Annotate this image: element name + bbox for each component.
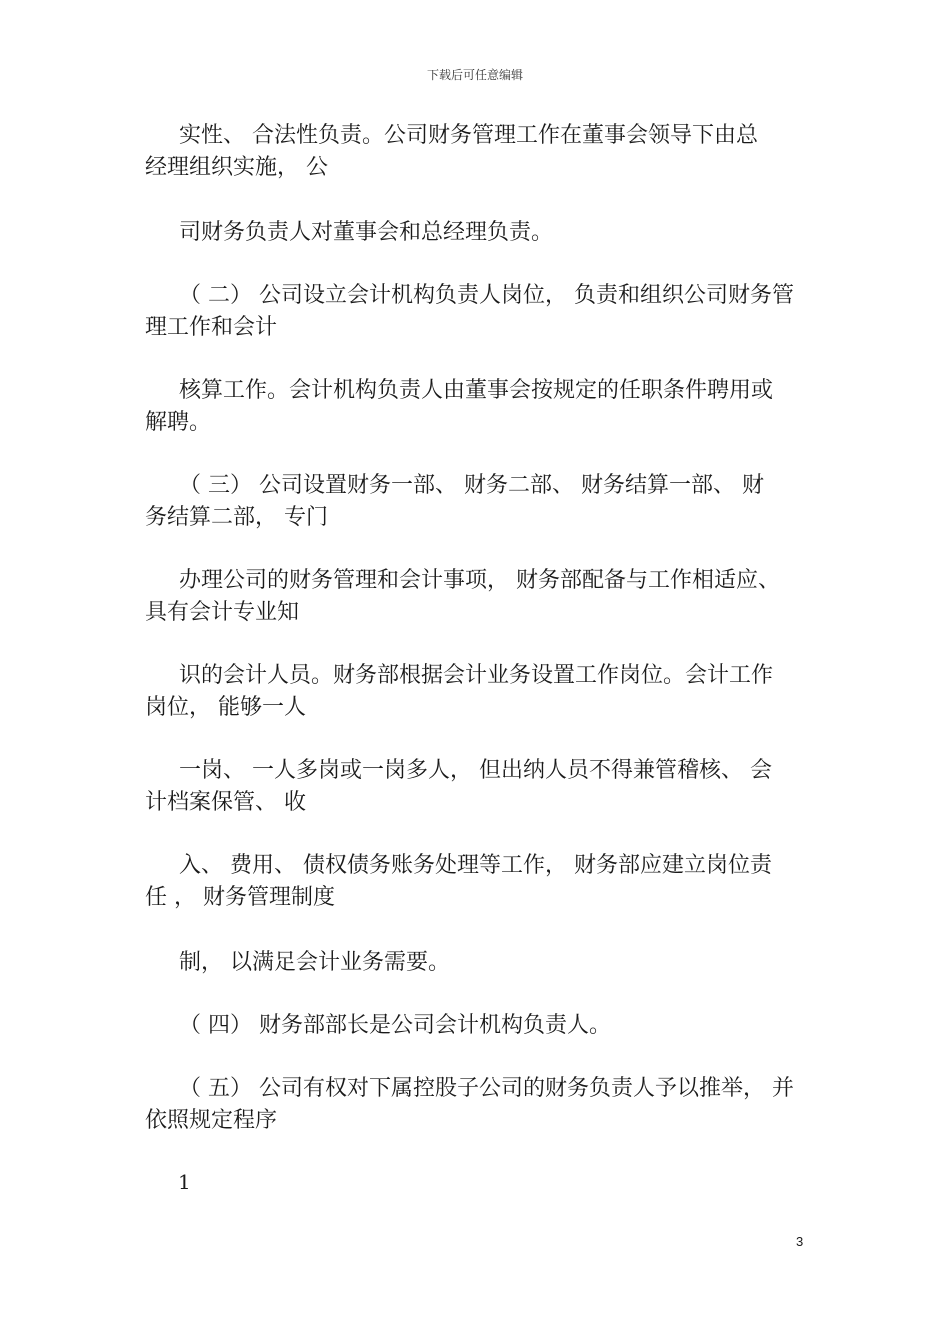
- paragraph-line: 理工作和会计: [145, 315, 278, 340]
- paragraph-line: 岗位， 能够一人: [145, 695, 306, 720]
- paragraph: [145, 1010, 805, 1042]
- paragraph-line: 解聘。: [145, 410, 212, 435]
- paragraph: [145, 947, 805, 979]
- inline-page-marker: 1: [178, 1170, 191, 1194]
- paragraph: [145, 375, 805, 439]
- paragraph-line: 办理公司的财务管理和会计事项， 财务部配备与工作相适应、: [179, 568, 780, 593]
- paragraph-line: 制， 以满足会计业务需要。: [179, 950, 450, 975]
- page-header: 下载后可任意编辑: [426, 68, 523, 82]
- paragraph-line: 一岗、 一人多岗或一岗多人， 但出纳人员不得兼管稽核、 会: [179, 758, 772, 783]
- paragraph: [145, 565, 805, 629]
- paragraph: [145, 280, 805, 344]
- paragraph-line: 实性、 合法性负责。公司财务管理工作在董事会领导下由总: [179, 123, 758, 148]
- paragraph-line: 具有会计专业知: [145, 600, 300, 625]
- paragraph-line: （ 四） 财务部部长是公司会计机构负责人。: [179, 1013, 611, 1038]
- paragraph-line: 务结算二部， 专门: [145, 505, 328, 530]
- paragraph: [145, 1073, 805, 1137]
- paragraph-line: （ 二） 公司设立会计机构负责人岗位， 负责和组织公司财务管: [179, 283, 794, 308]
- page-number: 3: [796, 1234, 804, 1249]
- paragraph-line: 任 ， 财务管理制度: [145, 885, 335, 910]
- paragraph: [145, 850, 805, 914]
- paragraph: [145, 755, 805, 819]
- paragraph: [145, 660, 805, 724]
- paragraph: [145, 120, 805, 184]
- paragraph-line: 依照规定程序: [145, 1108, 278, 1133]
- paragraph-line: 识的会计人员。财务部根据会计业务设置工作岗位。会计工作: [179, 663, 774, 688]
- paragraph-line: 入、 费用、 债权债务账务处理等工作， 财务部应建立岗位责: [179, 853, 772, 878]
- paragraph-line: 核算工作。会计机构负责人由董事会按规定的任职条件聘用或: [179, 378, 774, 403]
- paragraph-line: 计档案保管、 收: [145, 790, 306, 815]
- paragraph-line: （ 五） 公司有权对下属控股子公司的财务负责人予以推举， 并: [179, 1076, 794, 1101]
- paragraph-line: 司财务负责人对董事会和总经理负责。: [179, 220, 554, 245]
- paragraph: [145, 217, 805, 249]
- paragraph-line: 经理组织实施， 公: [145, 155, 328, 180]
- paragraph: [145, 470, 805, 534]
- paragraph-line: （ 三） 公司设置财务一部、 财务二部、 财务结算一部、 财: [179, 473, 764, 498]
